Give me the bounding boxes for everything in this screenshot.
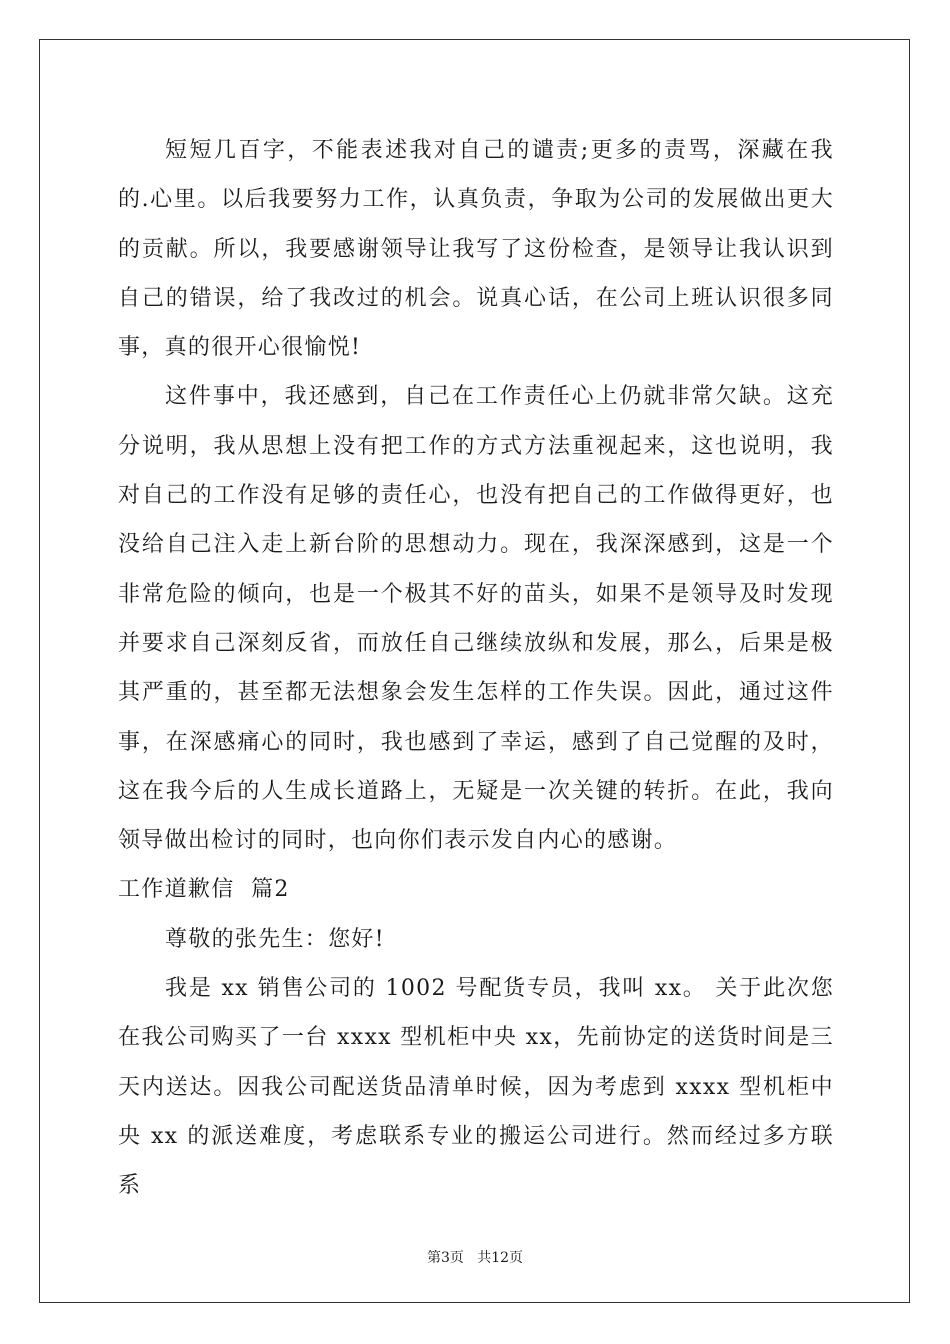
salutation: 尊敬的张先生：您好! [165,926,385,952]
section-heading: 工作道歉信 篇2 [118,877,290,903]
paragraph: 短短几百字，不能表述我对自己的谴责;更多的责骂，深藏在我的.心里。以后我要努力工作，认真负责，争取为公司的发展做出更大的贡献。所以，我要感谢领导让我写了这份检查，是领导让我认识到自己的错误，给了我改过的机会。说真心话，在公司上班认识很多同事，真的很开心很愉悦! [118,138,834,361]
paragraph: 这件事中，我还感到，自己在工作责任心上仍就非常欠缺。这充分说明，我从思想上没有把工作的方式方法重视起来，这也说明，我对自己的工作没有足够的责任心，也没有把自己的工作做得更好，也没给自己注入走上新台阶的思想动力。现在，我深深感到，这是一个非常危险的倾向，也是一个极其不好的苗头，如果不是领导及时发现并要求自己深刻反省，而放任自己继续放纵和发展，那么，后果是极其严重的，甚至都无法想象会发生怎样的工作失误。因此，通过这件事，在深感痛心的同时，我也感到了幸运，感到了自己觉醒的及时，这在我今后的人生成长道路上，无疑是一次关键的转折。在此，我向领导做出检讨的同时，也向你们表示发自内心的感谢。 [118,384,834,854]
paragraph: 我是 xx 销售公司的 1002 号配货专员，我叫 xx。 关于此次您在我公司购买了一台 xxxx 型机柜中央 xx，先前协定的送货时间是三天内送达。因我公司配送货品清单时候，因为考虑到 xxxx 型机柜中央 xx 的派送难度，考虑联系专业的搬运公司进行。然而经过多方联系 [118,976,834,1199]
document-body [118,126,834,1211]
page-number-footer: 第3页 共12页 [426,1250,524,1266]
